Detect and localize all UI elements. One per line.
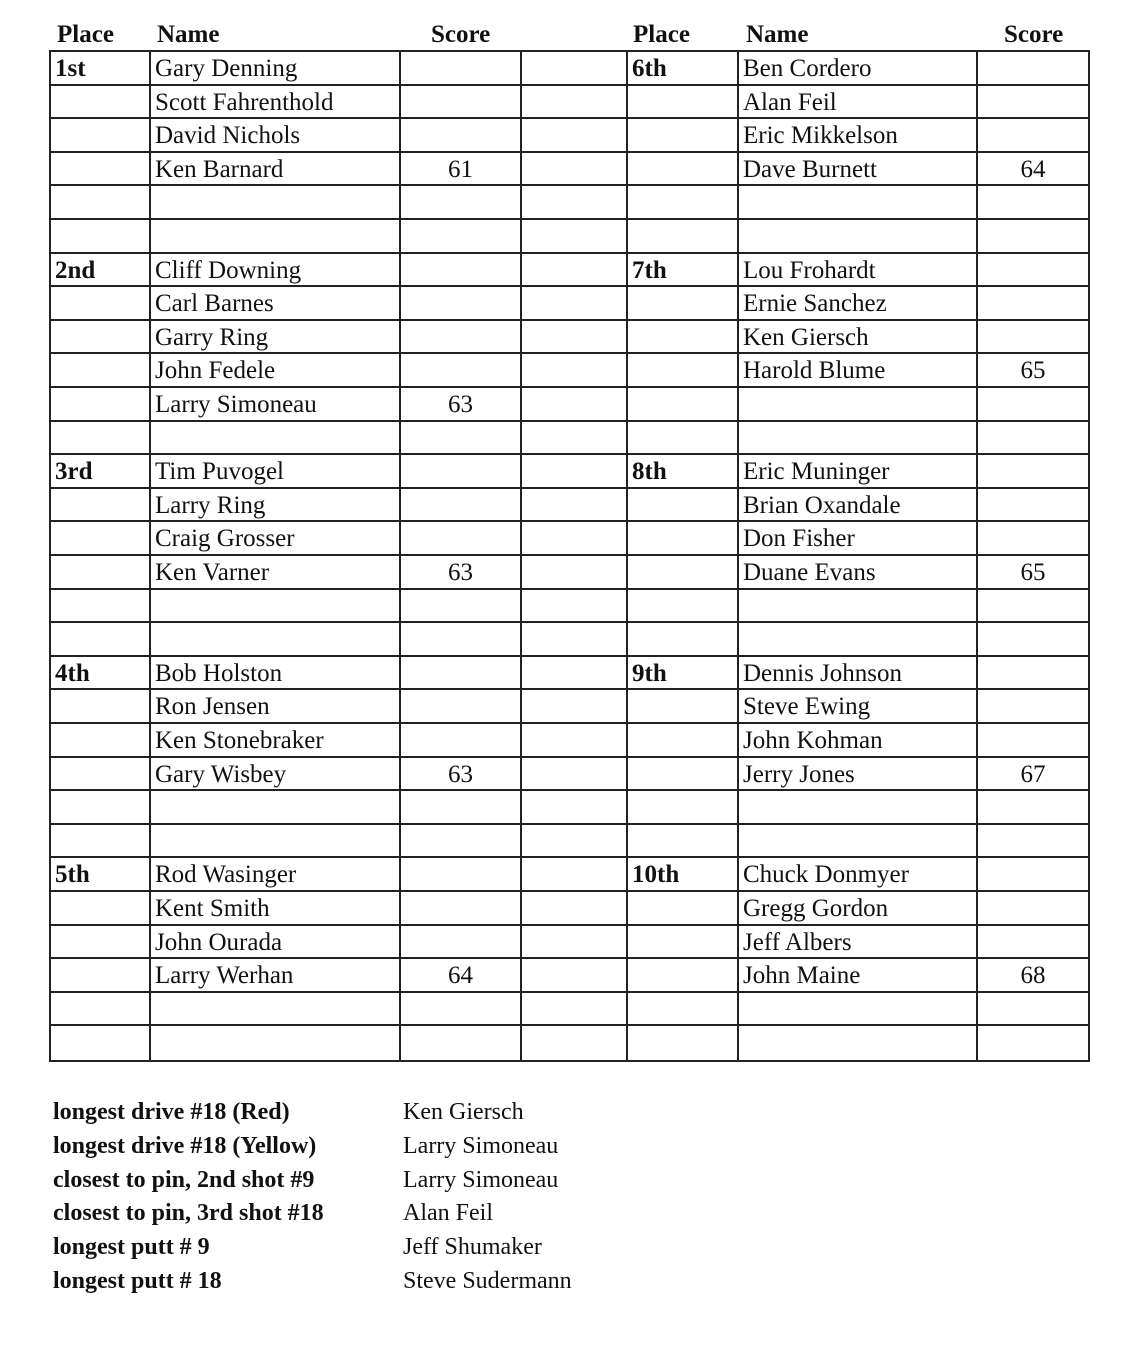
- award-winner: Larry Simoneau: [403, 1132, 559, 1159]
- name-cell: Bob Holston: [155, 659, 283, 687]
- score-cell: [401, 220, 520, 254]
- table-row: [51, 556, 1088, 590]
- score-cell: [401, 522, 520, 556]
- score-cell: [978, 119, 1088, 153]
- name-cell: Harold Blume: [743, 357, 886, 385]
- name-cell: Jeff Albers: [743, 928, 852, 956]
- place-cell: 8th: [632, 458, 667, 486]
- score-cell: 65: [1020, 357, 1046, 385]
- score-cell: [978, 657, 1088, 691]
- score-cell: [978, 993, 1088, 1027]
- name-cell: John Ourada: [155, 928, 283, 956]
- table-row: [51, 825, 1088, 859]
- score-cell: [401, 86, 520, 120]
- score-cell: 67: [1020, 760, 1046, 788]
- score-cell: [978, 825, 1088, 859]
- award-winner: Alan Feil: [403, 1200, 493, 1227]
- score-cell: [401, 489, 520, 523]
- score-cell: [401, 1026, 520, 1060]
- table-row: [51, 892, 1088, 926]
- name-cell: [743, 422, 973, 456]
- place-cell: [632, 422, 734, 456]
- award-winner: Ken Giersch: [403, 1099, 524, 1125]
- score-cell: 63: [448, 760, 473, 788]
- place-cell: [55, 959, 147, 993]
- place-cell: [55, 926, 147, 960]
- score-cell: [401, 690, 520, 724]
- table-row: [51, 455, 1088, 489]
- score-cell: [978, 926, 1088, 960]
- award-winner: Jeff Shumaker: [403, 1234, 542, 1261]
- name-cell: Eric Mikkelson: [743, 122, 898, 150]
- name-cell: John Maine: [743, 962, 861, 990]
- place-cell: 6th: [632, 55, 667, 82]
- score-cell: [401, 590, 520, 624]
- score-cell: [401, 623, 520, 657]
- table-row: [51, 388, 1088, 422]
- score-cell: [978, 489, 1088, 523]
- place-cell: 3rd: [55, 458, 93, 486]
- score-cell: [401, 657, 520, 691]
- name-cell: Kent Smith: [155, 895, 270, 922]
- score-cell: 64: [1020, 155, 1046, 183]
- place-cell: [632, 489, 734, 523]
- header-name-left: Name: [157, 21, 220, 48]
- place-cell: [55, 354, 147, 388]
- place-cell: [632, 287, 734, 321]
- place-cell: [632, 119, 734, 153]
- table-row: [51, 657, 1088, 691]
- name-cell: Carl Barnes: [155, 290, 274, 318]
- place-cell: [55, 892, 147, 926]
- place-cell: [632, 926, 734, 960]
- place-cell: [55, 388, 147, 422]
- table-row: [51, 522, 1088, 556]
- place-cell: [55, 590, 147, 624]
- name-cell: Scott Fahrenthold: [155, 88, 334, 116]
- score-cell: [401, 926, 520, 960]
- table-row: [51, 959, 1088, 993]
- name-cell: David Nichols: [155, 122, 301, 150]
- header-place-right: Place: [633, 21, 690, 48]
- score-cell: [401, 422, 520, 456]
- table-row: [51, 354, 1088, 388]
- score-cell: [401, 724, 520, 758]
- place-cell: [55, 220, 147, 254]
- name-cell: Gary Wisbey: [155, 760, 287, 788]
- score-cell: [978, 254, 1088, 288]
- score-cell: [978, 220, 1088, 254]
- place-cell: [632, 825, 734, 859]
- place-cell: [632, 1026, 734, 1060]
- place-cell: [55, 791, 147, 825]
- award-label: longest putt # 18: [53, 1267, 222, 1294]
- score-cell: [978, 1026, 1088, 1060]
- name-cell: [743, 220, 973, 254]
- name-cell: Ernie Sanchez: [743, 290, 887, 318]
- score-cell: [978, 724, 1088, 758]
- table-row: [51, 422, 1088, 456]
- header-name-right: Name: [746, 21, 809, 48]
- table-row: [51, 724, 1088, 758]
- score-cell: [978, 522, 1088, 556]
- name-cell: Craig Grosser: [155, 525, 295, 553]
- name-cell: [743, 825, 973, 859]
- table-row: [51, 791, 1088, 825]
- place-cell: [632, 791, 734, 825]
- score-cell: [401, 52, 520, 86]
- table-row: [51, 758, 1088, 792]
- table-row: [51, 119, 1088, 153]
- name-cell: [155, 993, 395, 1027]
- place-cell: [55, 153, 147, 187]
- name-cell: Ken Varner: [155, 559, 270, 586]
- name-cell: Dennis Johnson: [743, 659, 903, 687]
- table-row: [51, 153, 1088, 187]
- header-place-left: Place: [57, 21, 114, 48]
- name-cell: [743, 590, 973, 624]
- score-cell: [401, 354, 520, 388]
- name-cell: [155, 220, 395, 254]
- name-cell: [743, 623, 973, 657]
- place-cell: [55, 287, 147, 321]
- table-row: [51, 287, 1088, 321]
- score-cell: [401, 858, 520, 892]
- score-cell: [978, 858, 1088, 892]
- score-cell: [978, 623, 1088, 657]
- table-row: [51, 623, 1088, 657]
- name-cell: Ken Giersch: [743, 323, 869, 351]
- place-cell: [55, 489, 147, 523]
- table-row: [51, 52, 1088, 86]
- place-cell: 9th: [632, 659, 667, 687]
- score-cell: 61: [448, 155, 473, 183]
- table-row: [51, 993, 1088, 1027]
- score-cell: [401, 186, 520, 220]
- name-cell: [743, 993, 973, 1027]
- award-label: longest putt # 9: [53, 1234, 210, 1261]
- name-cell: Garry Ring: [155, 323, 269, 351]
- place-cell: [55, 556, 147, 590]
- place-cell: [55, 522, 147, 556]
- results-table: [49, 50, 1090, 1062]
- place-cell: [55, 119, 147, 153]
- score-cell: 65: [1020, 559, 1046, 586]
- score-cell: [401, 892, 520, 926]
- score-cell: [978, 892, 1088, 926]
- score-cell: [978, 455, 1088, 489]
- name-cell: [743, 791, 973, 825]
- name-cell: Ron Jensen: [155, 693, 270, 721]
- name-cell: [155, 825, 395, 859]
- score-cell: [978, 86, 1088, 120]
- score-cell: 63: [448, 391, 473, 418]
- name-cell: Larry Werhan: [155, 962, 294, 990]
- name-cell: Don Fisher: [743, 525, 855, 553]
- award-winner: Steve Sudermann: [403, 1267, 572, 1294]
- name-cell: John Fedele: [155, 357, 276, 385]
- place-cell: [55, 186, 147, 220]
- score-cell: [978, 388, 1088, 422]
- place-cell: [632, 993, 734, 1027]
- place-cell: [632, 590, 734, 624]
- place-cell: [55, 422, 147, 456]
- name-cell: [743, 388, 973, 422]
- place-cell: [632, 354, 734, 388]
- score-cell: [978, 287, 1088, 321]
- place-cell: 7th: [632, 256, 667, 284]
- table-row: [51, 926, 1088, 960]
- award-label: longest drive #18 (Red): [53, 1099, 290, 1125]
- name-cell: Steve Ewing: [743, 693, 871, 721]
- name-cell: Larry Ring: [155, 491, 266, 519]
- place-cell: 2nd: [55, 256, 96, 284]
- score-cell: [978, 321, 1088, 355]
- name-cell: Cliff Downing: [155, 256, 302, 284]
- score-cell: [978, 791, 1088, 825]
- name-cell: Chuck Donmyer: [743, 861, 909, 889]
- name-cell: [155, 186, 395, 220]
- name-cell: Gregg Gordon: [743, 895, 889, 922]
- table-row: [51, 489, 1088, 523]
- name-cell: [155, 791, 395, 825]
- place-cell: [55, 758, 147, 792]
- award-label: closest to pin, 2nd shot #9: [53, 1166, 315, 1193]
- place-cell: [55, 690, 147, 724]
- name-cell: [743, 1026, 973, 1060]
- place-cell: [632, 959, 734, 993]
- name-cell: Ken Stonebraker: [155, 727, 324, 754]
- place-cell: [632, 724, 734, 758]
- place-cell: [55, 1026, 147, 1060]
- score-cell: [401, 321, 520, 355]
- score-cell: [401, 993, 520, 1027]
- name-cell: John Kohman: [743, 727, 883, 754]
- name-cell: Dave Burnett: [743, 155, 877, 183]
- score-cell: 68: [1020, 962, 1046, 990]
- place-cell: [55, 623, 147, 657]
- place-cell: [632, 186, 734, 220]
- place-cell: [632, 86, 734, 120]
- name-cell: Eric Muninger: [743, 458, 890, 486]
- place-cell: 10th: [632, 861, 680, 889]
- table-row: [51, 186, 1088, 220]
- score-cell: [401, 119, 520, 153]
- award-label: longest drive #18 (Yellow): [53, 1132, 317, 1159]
- name-cell: [155, 1026, 395, 1060]
- place-cell: [55, 825, 147, 859]
- score-cell: [401, 791, 520, 825]
- place-cell: [632, 623, 734, 657]
- place-cell: [632, 690, 734, 724]
- place-cell: [55, 321, 147, 355]
- header-score-left: Score: [431, 21, 491, 48]
- table-row: [51, 254, 1088, 288]
- score-cell: 63: [448, 559, 473, 586]
- table-row: [51, 321, 1088, 355]
- table-row: [51, 690, 1088, 724]
- score-cell: [401, 825, 520, 859]
- score-cell: [978, 422, 1088, 456]
- place-cell: [632, 153, 734, 187]
- score-cell: [401, 287, 520, 321]
- name-cell: Ben Cordero: [743, 55, 872, 82]
- name-cell: Jerry Jones: [743, 760, 855, 788]
- name-cell: [155, 623, 395, 657]
- award-winner: Larry Simoneau: [403, 1166, 559, 1193]
- name-cell: Tim Puvogel: [155, 458, 284, 486]
- score-cell: 64: [448, 962, 473, 990]
- table-row: [51, 590, 1088, 624]
- place-cell: [55, 724, 147, 758]
- place-cell: [632, 321, 734, 355]
- name-cell: Duane Evans: [743, 559, 876, 586]
- place-cell: 1st: [55, 55, 86, 82]
- name-cell: Lou Frohardt: [743, 256, 876, 284]
- name-cell: [155, 422, 395, 456]
- score-cell: [978, 52, 1088, 86]
- name-cell: [155, 590, 395, 624]
- award-label: closest to pin, 3rd shot #18: [53, 1200, 324, 1227]
- table-row: [51, 858, 1088, 892]
- place-cell: [55, 993, 147, 1027]
- score-cell: [401, 455, 520, 489]
- name-cell: Larry Simoneau: [155, 391, 317, 418]
- name-cell: Ken Barnard: [155, 155, 284, 183]
- score-cell: [401, 254, 520, 288]
- table-row: [51, 220, 1088, 254]
- place-cell: [632, 522, 734, 556]
- table-row: [51, 1026, 1088, 1060]
- place-cell: 4th: [55, 659, 90, 687]
- place-cell: 5th: [55, 861, 90, 889]
- score-cell: [978, 690, 1088, 724]
- score-cell: [978, 590, 1088, 624]
- place-cell: [632, 388, 734, 422]
- place-cell: [632, 556, 734, 590]
- name-cell: Gary Denning: [155, 55, 298, 82]
- place-cell: [632, 758, 734, 792]
- place-cell: [632, 220, 734, 254]
- place-cell: [632, 892, 734, 926]
- score-cell: [978, 186, 1088, 220]
- header-score-right: Score: [1004, 21, 1064, 48]
- table-row: [51, 86, 1088, 120]
- place-cell: [55, 86, 147, 120]
- name-cell: Alan Feil: [743, 88, 837, 116]
- name-cell: Rod Wasinger: [155, 861, 297, 889]
- name-cell: Brian Oxandale: [743, 491, 901, 519]
- name-cell: [743, 186, 973, 220]
